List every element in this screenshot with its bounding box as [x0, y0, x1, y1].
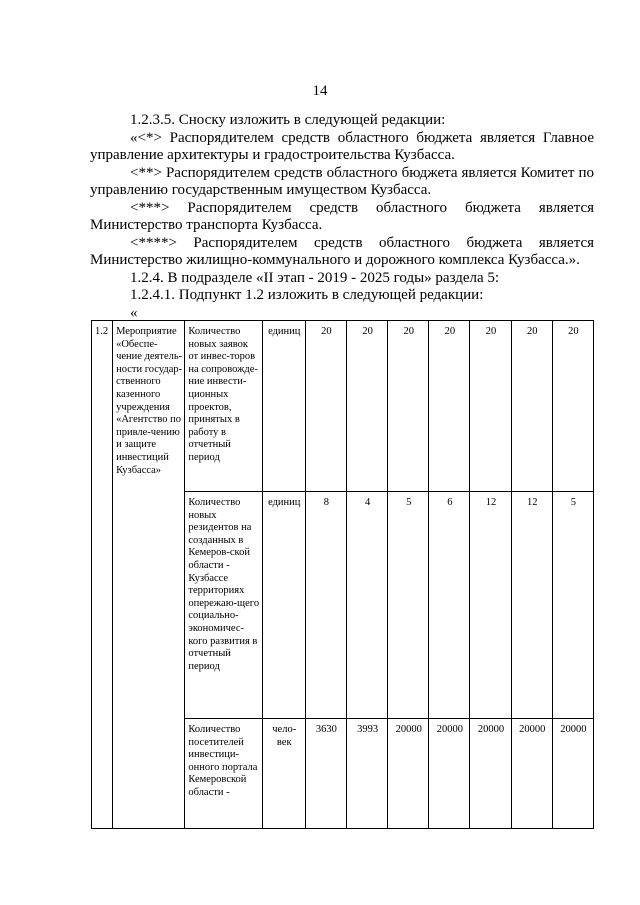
paragraph-footnote-4	[90, 235, 594, 270]
indicator-cell: Количество новых резидентов на созданных в Кемеров-ской области - Кузбассе территориях опережаю-щего социально-экономичес-кого развития в отчетный период	[185, 492, 262, 719]
value-cell: 3630	[305, 719, 346, 829]
value-cell: 20000	[429, 719, 470, 829]
value-cell: 8	[305, 492, 346, 719]
value-cell: 20	[552, 321, 593, 492]
page-number: 14	[312, 83, 328, 99]
value-cell: 20	[305, 321, 346, 492]
value-cell: 4	[346, 492, 387, 719]
paragraph-section-change: 1.2.4. В подразделе «II этап - 2019 - 2025 годы» раздела 5:	[130, 269, 500, 286]
value-cell: 20000	[511, 719, 552, 829]
paragraph-footnote-3	[90, 200, 594, 235]
value-cell: 5	[388, 492, 429, 719]
indicator-cell: Количество посетителей инвестици-онного портала Кемеровской области -	[185, 719, 262, 829]
event-cell: Мероприятие «Обеспе-чение деятель-ности государ-ственного казенного учреждения «Агентство по привле-чению и защите инвестиций Кузбасса»	[113, 321, 185, 829]
value-cell: 12	[470, 492, 511, 719]
value-cell: 20	[511, 321, 552, 492]
footnote-4-line-2: Министерство жилищно-коммунального и дорожного комплекса Кузбасса.».	[90, 252, 580, 268]
footnote-1-line-2: управление архитектуры и градостроительства Кузбасса.	[90, 147, 455, 163]
footnote-3-line-2: Министерство транспорта Кузбасса.	[90, 217, 323, 233]
item-number-cell: 1.2	[92, 321, 113, 829]
value-cell: 20	[388, 321, 429, 492]
footnote-2-line-2: управлению государственным имуществом Кузбасса.	[90, 182, 432, 198]
value-cell: 20000	[388, 719, 429, 829]
unit-cell: чело-век	[262, 719, 305, 829]
footnote-3-line-1: <***> Распорядителем средств областного бюджета является	[130, 199, 594, 216]
paragraph-footnote-1	[90, 130, 594, 165]
footnote-4-line-1: <****> Распорядителем средств областного бюджета является	[130, 234, 594, 251]
value-cell: 6	[429, 492, 470, 719]
unit-cell: единиц	[262, 321, 305, 492]
paragraph-footnote-2	[90, 165, 594, 200]
value-cell: 5	[552, 492, 593, 719]
value-cell: 3993	[346, 719, 387, 829]
value-cell: 20	[470, 321, 511, 492]
paragraph-subitem-change: 1.2.4.1. Подпункт 1.2 изложить в следующей редакции:	[130, 287, 484, 303]
value-cell: 12	[511, 492, 552, 719]
value-cell: 20	[429, 321, 470, 492]
opening-quote: «	[130, 304, 138, 321]
footnote-2-line-1: <**> Распорядителем средств областного бюджета является Комитет по	[130, 164, 594, 181]
paragraph-footnote-intro: 1.2.3.5. Сноску изложить в следующей редакции:	[130, 112, 446, 128]
indicator-cell: Количество новых заявок от инвес-торов на сопровожде-ние инвести-ционных проектов, принятых в работу в отчетный период	[185, 321, 262, 492]
indicators-table	[91, 320, 594, 829]
unit-cell: единиц	[262, 492, 305, 719]
table-row	[92, 321, 594, 492]
value-cell: 20000	[552, 719, 593, 829]
value-cell: 20000	[470, 719, 511, 829]
footnote-1-line-1: «<*> Распорядителем средств областного бюджета является Главное	[130, 129, 594, 146]
value-cell: 20	[346, 321, 387, 492]
